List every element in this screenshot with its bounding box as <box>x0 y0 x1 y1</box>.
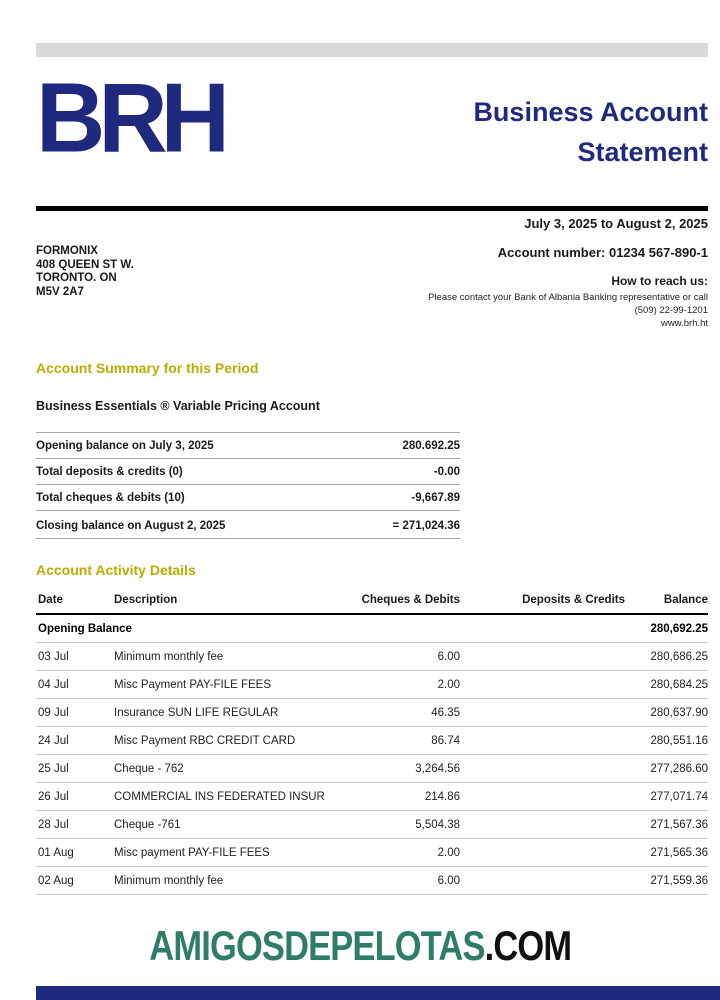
contact-phone: (509) 22-99-1201 <box>634 305 708 316</box>
activity-description: Cheque - 762 <box>114 755 344 783</box>
contact-block <box>428 245 708 330</box>
address-line-city: TORONTO. ON <box>36 272 117 284</box>
summary-row-value: = 271,024.36 <box>336 511 460 539</box>
activity-credit <box>460 755 625 783</box>
reach-us-heading: How to reach us: <box>611 274 708 288</box>
summary-table <box>36 432 460 539</box>
activity-balance: 277,286.60 <box>625 755 708 783</box>
address-line-postal: M5V 2A7 <box>36 285 84 298</box>
watermark-main: AMIGOSDEPELOTAS <box>149 922 485 969</box>
activity-row <box>36 755 708 783</box>
activity-debit: 3,264.56 <box>344 755 460 783</box>
activity-description: Minimum monthly fee <box>114 867 344 895</box>
account-number: Account number: 01234 567-890-1 <box>497 245 708 260</box>
opening-balance-row <box>36 614 708 643</box>
activity-credit <box>460 783 625 811</box>
activity-row <box>36 839 708 867</box>
activity-credit <box>460 867 625 895</box>
activity-balance: 280,637.90 <box>625 699 708 727</box>
bottom-navy-bar <box>36 986 720 1000</box>
activity-date: 03 Jul <box>36 643 114 671</box>
activity-date: 01 Aug <box>36 839 114 867</box>
top-gray-bar <box>36 43 708 57</box>
summary-row-label: Opening balance on July 3, 2025 <box>36 433 336 459</box>
activity-debit: 214.86 <box>344 783 460 811</box>
activity-row <box>36 671 708 699</box>
summary-row <box>36 459 460 485</box>
opening-debit-cell <box>344 614 460 643</box>
summary-row-label: Total cheques & debits (10) <box>36 485 336 511</box>
activity-credit <box>460 643 625 671</box>
summary-row <box>36 485 460 511</box>
header-divider <box>36 206 708 211</box>
activity-debit: 6.00 <box>344 867 460 895</box>
activity-debit: 86.74 <box>344 727 460 755</box>
contact-instruction: Please contact your Bank of Albania Banking representative or call <box>428 292 708 303</box>
summary-row-value: -9,667.89 <box>336 485 460 511</box>
activity-credit <box>460 811 625 839</box>
summary-row-value: 280.692.25 <box>336 433 460 459</box>
activity-description: Misc Payment PAY-FILE FEES <box>114 671 344 699</box>
opening-balance-value: 280,692.25 <box>625 614 708 643</box>
account-product-name: Business Essentials ® Variable Pricing Account <box>36 399 320 413</box>
activity-debit: 46.35 <box>344 699 460 727</box>
activity-date: 04 Jul <box>36 671 114 699</box>
col-header-date: Date <box>36 588 114 614</box>
statement-title-line2: Statement <box>577 137 708 167</box>
summary-heading: Account Summary for this Period <box>36 360 259 376</box>
statement-header <box>36 63 708 174</box>
activity-row <box>36 867 708 895</box>
summary-row-value: -0.00 <box>336 459 460 485</box>
statement-period: July 3, 2025 to August 2, 2025 <box>524 216 708 231</box>
watermark-text <box>149 922 571 970</box>
customer-address <box>36 245 134 330</box>
summary-row-label: Closing balance on August 2, 2025 <box>36 511 336 539</box>
activity-description: Insurance SUN LIFE REGULAR <box>114 699 344 727</box>
activity-row <box>36 643 708 671</box>
activity-balance: 280,686.25 <box>625 643 708 671</box>
activity-row <box>36 811 708 839</box>
activity-credit <box>460 699 625 727</box>
activity-credit <box>460 839 625 867</box>
watermark <box>0 922 720 970</box>
activity-balance: 277,071.74 <box>625 783 708 811</box>
activity-table-header <box>36 588 708 614</box>
account-info-row <box>36 245 708 330</box>
statement-title-line1: Business Account <box>473 97 708 127</box>
activity-balance: 280,551.16 <box>625 727 708 755</box>
activity-description: Misc Payment RBC CREDIT CARD <box>114 727 344 755</box>
activity-credit <box>460 671 625 699</box>
col-header-description: Description <box>114 588 344 614</box>
activity-description: Misc payment PAY-FILE FEES <box>114 839 344 867</box>
activity-row <box>36 727 708 755</box>
activity-date: 25 Jul <box>36 755 114 783</box>
summary-row-label: Total deposits & credits (0) <box>36 459 336 485</box>
summary-table-body <box>36 433 460 539</box>
summary-row <box>36 433 460 459</box>
activity-date: 09 Jul <box>36 699 114 727</box>
activity-balance: 271,565.36 <box>625 839 708 867</box>
activity-debit: 5,504.38 <box>344 811 460 839</box>
col-header-balance: Balance <box>625 588 708 614</box>
activity-balance: 271,567.36 <box>625 811 708 839</box>
opening-credit-cell <box>460 614 625 643</box>
activity-balance: 280,684.25 <box>625 671 708 699</box>
activity-row <box>36 699 708 727</box>
activity-description: COMMERCIAL INS FEDERATED INSUR <box>114 783 344 811</box>
activity-debit: 6.00 <box>344 643 460 671</box>
summary-row <box>36 511 460 539</box>
activity-date: 26 Jul <box>36 783 114 811</box>
col-header-debits: Cheques & Debits <box>344 588 460 614</box>
customer-name: FORMONIX <box>36 245 98 257</box>
activity-date: 02 Aug <box>36 867 114 895</box>
opening-balance-label: Opening Balance <box>36 614 344 643</box>
activity-table <box>36 588 708 895</box>
activity-heading: Account Activity Details <box>36 562 196 578</box>
col-header-credits: Deposits & Credits <box>460 588 625 614</box>
statement-title <box>473 92 708 172</box>
activity-date: 24 Jul <box>36 727 114 755</box>
contact-website: www.brh.ht <box>661 318 708 329</box>
activity-table-body <box>36 614 708 895</box>
activity-credit <box>460 727 625 755</box>
activity-date: 28 Jul <box>36 811 114 839</box>
bank-logo: BRH <box>36 63 223 174</box>
activity-debit: 2.00 <box>344 839 460 867</box>
activity-debit: 2.00 <box>344 671 460 699</box>
address-line-street: 408 QUEEN ST W. <box>36 258 134 271</box>
activity-description: Minimum monthly fee <box>114 643 344 671</box>
watermark-suffix: .COM <box>484 922 571 969</box>
activity-row <box>36 783 708 811</box>
activity-balance: 271,559.36 <box>625 867 708 895</box>
activity-description: Cheque -761 <box>114 811 344 839</box>
